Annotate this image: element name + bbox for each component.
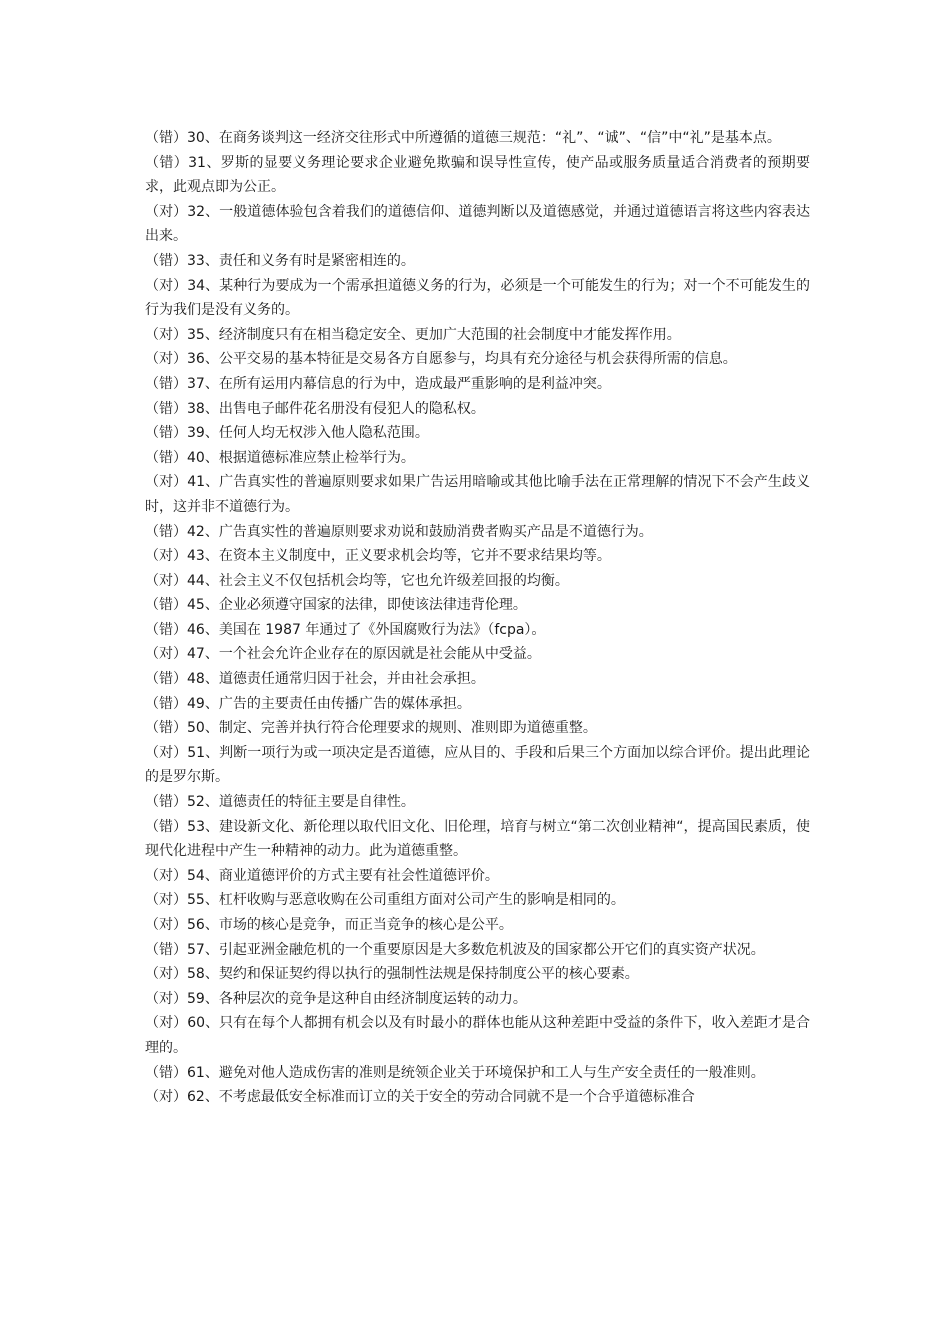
list-item: （对）51、判断一项行为或一项决定是否道德，应从目的、手段和后果三个方面加以综合评价。提出此理论的是罗尔斯。 (145, 744, 810, 786)
list-item: （对）36、公平交易的基本特征是交易各方自愿参与，均具有充分途径与机会获得所需的信息。 (145, 351, 737, 368)
list-item: （错）57、引起亚洲金融危机的一个重要原因是大多数危机波及的国家都公开它们的真实资产状况。 (145, 941, 765, 958)
list-item: （错）42、广告真实性的普遍原则要求劝说和鼓励消费者购买产品是不道德行为。 (145, 523, 653, 540)
list-item: （错）52、道德责任的特征主要是自律性。 (145, 794, 415, 811)
list-item: （错）45、企业必须遵守国家的法律，即使该法律违背伦理。 (145, 597, 527, 614)
list-item: （对）32、一般道德体验包含着我们的道德信仰、道德判断以及道德感觉，并通过道德语言将这些内容表达出来。 (145, 203, 810, 245)
list-item: （错）38、出售电子邮件花名册没有侵犯人的隐私权。 (145, 400, 485, 417)
list-item: （错）40、根据道德标准应禁止检举行为。 (145, 449, 415, 466)
list-item: （对）54、商业道德评价的方式主要有社会性道德评价。 (145, 867, 499, 884)
list-item: （对）34、某种行为要成为一个需承担道德义务的行为，必须是一个可能发生的行为；对一个不可能发生的行为我们是没有义务的。 (145, 277, 810, 319)
list-item: （对）60、只有在每个人都拥有机会以及有时最小的群体也能从这种差距中受益的条件下，收入差距才是合理的。 (145, 1015, 810, 1056)
list-item: （对）56、市场的核心是竞争，而正当竞争的核心是公平。 (145, 917, 513, 933)
list-item: （对）41、广告真实性的普遍原则要求如果广告运用暗喻或其他比喻手法在正常理解的情况下不会产生歧义时，这并非不道德行为。 (145, 474, 810, 515)
list-item: （对）58、契约和保证契约得以执行的强制性法规是保持制度公平的核心要素。 (145, 966, 639, 983)
list-item: （错）48、道德责任通常归因于社会，并由社会承担。 (145, 671, 485, 688)
list-item: （错）31、罗斯的显要义务理论要求企业避免欺骗和误导性宣传，使产品或服务质量适合消费者的预期要求，此观点即为公正。 (145, 154, 810, 196)
list-item: （错）49、广告的主要责任由传播广告的媒体承担。 (145, 695, 471, 712)
list-item: （对）59、各种层次的竞争是这种自由经济制度运转的动力。 (145, 990, 527, 1007)
list-item: （对）43、在资本主义制度中，正义要求机会均等，它并不要求结果均等。 (145, 548, 611, 565)
list-item: （对）35、经济制度只有在相当稳定安全、更加广大范围的社会制度中才能发挥作用。 (145, 326, 681, 343)
document-page (145, 126, 810, 1110)
list-item: （错）61、避免对他人造成伤害的准则是统领企业关于环境保护和工人与生产安全责任的一般准则。 (145, 1064, 765, 1081)
list-item: （对）62、不考虑最低安全标准而订立的关于安全的劳动合同就不是一个合乎道德标准合 (145, 1089, 695, 1106)
list-item: （对）44、社会主义不仅包括机会均等，它也允许级差回报的均衡。 (145, 572, 569, 589)
list-item: （错）30、在商务谈判这一经济交往形式中所遵循的道德三规范：“礼”、“诚”、“信”中“礼”是基本点。 (145, 130, 781, 146)
list-item: （错）46、美国在 1987 年通过了《外国腐败行为法》（fcpa）。 (145, 621, 546, 638)
list-item: （错）50、制定、完善并执行符合伦理要求的规则、准则即为道德重整。 (145, 720, 597, 737)
list-item: （对）55、杠杆收购与恶意收购在公司重组方面对公司产生的影响是相同的。 (145, 892, 625, 909)
list-item: （对）47、一个社会允许企业存在的原因就是社会能从中受益。 (145, 646, 541, 663)
list-item: （错）53、建设新文化、新伦理以取代旧文化、旧伦理，培育与树立“第二次创业精神“，提高国民素质，使现代化进程中产生一种精神的动力。此为道德重整。 (145, 818, 810, 860)
list-item: （错）33、责任和义务有时是紧密相连的。 (145, 252, 415, 269)
list-item: （错）37、在所有运用内幕信息的行为中，造成最严重影响的是利益冲突。 (145, 375, 611, 392)
list-item: （错）39、任何人均无权涉入他人隐私范围。 (145, 425, 429, 442)
